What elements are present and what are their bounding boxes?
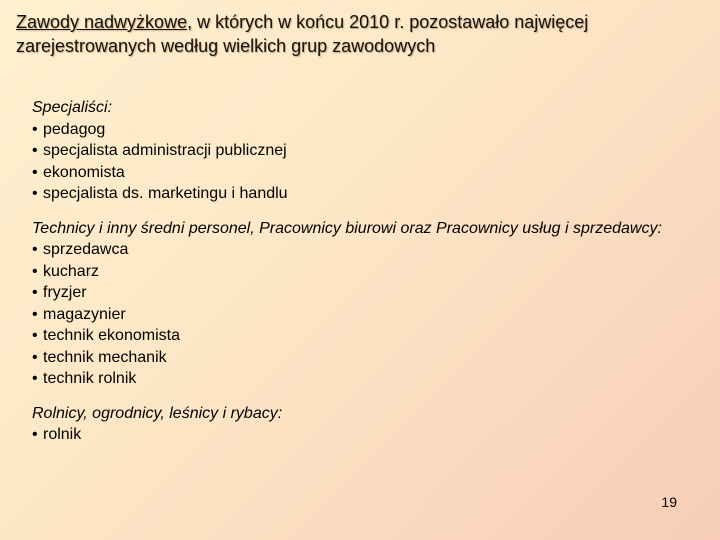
bullet: •: [32, 327, 38, 344]
list-item: [32, 282, 692, 304]
list-item: [32, 424, 692, 446]
list-item-text: technik mechanik: [43, 348, 167, 366]
list-item: [32, 162, 692, 184]
title-rest: w których w końcu 2010 r. pozostawało najwięcej zarejestrowanych według wielkich grup zawodowych: [16, 12, 589, 56]
title-underlined-part: Zawody nadwyżkowe,: [16, 12, 193, 32]
list-item: [32, 261, 692, 283]
list-item-text: technik rolnik: [43, 370, 137, 387]
bullet: •: [32, 185, 38, 202]
section-farmers: [32, 403, 692, 446]
bullet: •: [32, 426, 38, 443]
bullet: •: [32, 284, 38, 301]
list-item: [32, 368, 692, 390]
list-item-text: kucharz: [43, 262, 100, 280]
list-item-text: ekonomista: [43, 163, 125, 181]
bullet: •: [32, 370, 38, 387]
list-item: [32, 325, 692, 347]
bullet: •: [32, 241, 38, 258]
item-list: [32, 424, 692, 446]
section-technicians: [32, 218, 692, 390]
bullet: •: [32, 163, 38, 181]
item-list: [32, 119, 692, 205]
list-item-text: specjalista administracji publicznej: [43, 142, 287, 159]
bullet: •: [32, 305, 38, 323]
page-number: 19: [661, 494, 677, 510]
list-item: [32, 140, 692, 162]
list-item-text: sprzedawca: [43, 241, 129, 258]
list-item: [32, 239, 692, 261]
section-heading: Specjaliści:: [32, 99, 113, 116]
list-item-text: pedagog: [43, 120, 106, 138]
bullet: •: [32, 142, 38, 159]
bullet: •: [32, 120, 38, 138]
bullet: •: [32, 262, 38, 280]
list-item: [32, 347, 692, 369]
bullet: •: [32, 348, 38, 366]
section-specialists: [32, 97, 692, 205]
list-item-text: specjalista ds. marketingu i handlu: [43, 185, 288, 202]
slide-title: [16, 10, 706, 58]
list-item-text: fryzjer: [43, 284, 87, 301]
section-heading: Technicy i inny średni personel, Pracownicy biurowi oraz Pracownicy usług i sprzedawcy:: [32, 219, 662, 237]
list-item: [32, 183, 692, 205]
list-item-text: magazynier: [43, 305, 126, 323]
list-item: [32, 304, 692, 326]
item-list: [32, 239, 692, 390]
list-item-text: technik ekonomista: [43, 327, 180, 344]
slide-content: [32, 97, 692, 459]
list-item: [32, 119, 692, 141]
section-heading: Rolnicy, ogrodnicy, leśnicy i rybacy:: [32, 404, 283, 422]
list-item-text: rolnik: [43, 426, 82, 443]
